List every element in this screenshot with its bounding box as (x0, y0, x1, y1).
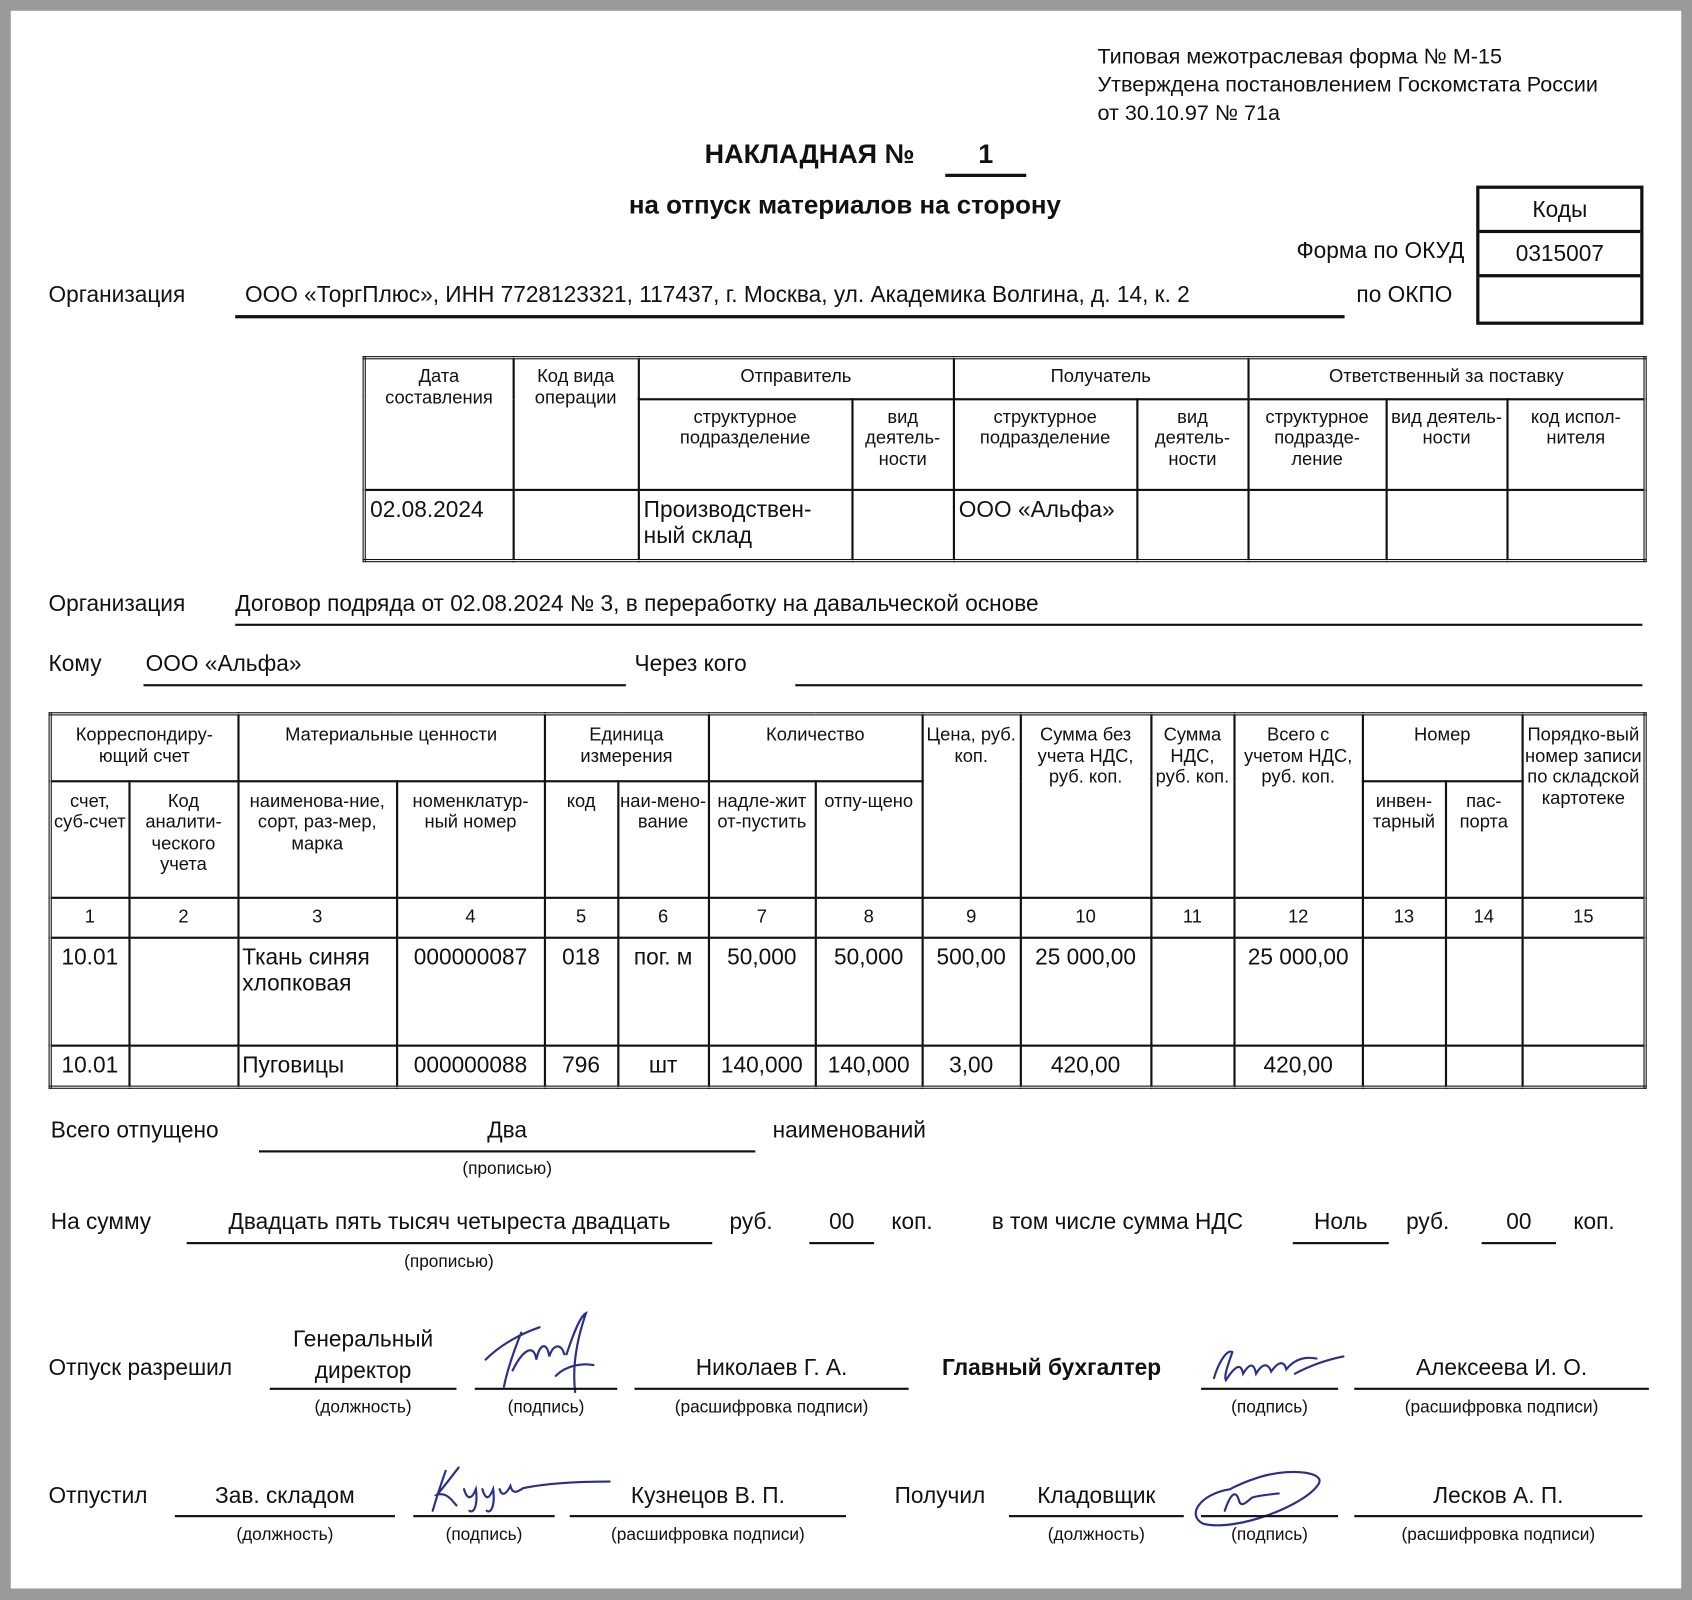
total-cell: 25 000,00 (1234, 937, 1362, 1045)
header-unit-name: наи-мено-вание (618, 781, 709, 898)
header-nomenclature: номенклатур-ный номер (397, 781, 545, 898)
column-number: 9 (922, 897, 1020, 937)
unit-name-cell: пог. м (618, 937, 709, 1045)
unit-code-cell: 018 (544, 937, 617, 1045)
header-activity: вид деятель-ности (852, 399, 953, 490)
approved-name: Николаев Г. А. (695, 1355, 848, 1381)
header-activity: вид деятель-ности (1386, 399, 1507, 490)
vat-cell (1151, 937, 1234, 1045)
qty-due-cell: 50,000 (708, 937, 815, 1045)
header-vat: Сумма НДС, руб. коп. (1151, 714, 1234, 897)
accountant-signature (1209, 1343, 1349, 1386)
released-underline (259, 1150, 755, 1152)
resp-executor-cell (1507, 489, 1645, 560)
column-number: 1 (50, 897, 129, 937)
header-price: Цена, руб. коп. (922, 714, 1020, 897)
position-underline (270, 1388, 457, 1390)
column-number: 2 (129, 897, 238, 937)
materials-table (49, 712, 1647, 1089)
name-underline (570, 1515, 846, 1517)
header-materials: Материальные ценности (238, 714, 544, 781)
form-line: от 30.10.97 № 71а (1097, 101, 1281, 126)
column-number: 5 (544, 897, 617, 937)
column-number: 6 (618, 897, 709, 937)
okpo-label: по ОКПО (1356, 282, 1453, 308)
table-row (50, 937, 1645, 1045)
to-underline (144, 684, 626, 686)
position-hint: (должность) (1047, 1525, 1145, 1545)
name-underline (1354, 1388, 1649, 1390)
organization-value: ООО «ТоргПлюс», ИНН 7728123321, 117437, г. Москва, ул. Академика Волгина, д. 14, к. 2 (244, 282, 1190, 308)
column-number: 8 (815, 897, 922, 937)
receiver-activity-cell (1137, 489, 1248, 560)
qty-released-cell: 50,000 (815, 937, 922, 1045)
account-cell: 10.01 (50, 937, 129, 1045)
sender-activity-cell (852, 489, 953, 560)
sum-cell: 420,00 (1020, 1045, 1151, 1087)
received-position: Кладовщик (1037, 1483, 1156, 1509)
card-number-cell (1522, 1045, 1645, 1087)
via-label: Через кого (634, 651, 747, 677)
name-cell: Ткань синяя хлопковая (238, 937, 397, 1045)
total-cell: 420,00 (1234, 1045, 1362, 1087)
inventory-cell (1362, 937, 1445, 1045)
header-released: отпу-щено (815, 781, 922, 898)
position-underline (175, 1515, 395, 1517)
form-line: Утверждена постановлением Госкомстата России (1097, 73, 1598, 98)
released-by-label: Отпустил (48, 1483, 148, 1509)
released-count: Два (487, 1117, 528, 1143)
qty-released-cell: 140,000 (815, 1045, 922, 1087)
column-number: 13 (1362, 897, 1445, 937)
director-signature (480, 1311, 609, 1397)
sign-hint: (подпись) (1231, 1525, 1308, 1545)
okpo-code (1479, 277, 1640, 321)
codes-box (1476, 186, 1643, 325)
sum-cell: 25 000,00 (1020, 937, 1151, 1045)
okud-code: 0315007 (1479, 233, 1640, 277)
name-cell: Пуговицы (238, 1045, 397, 1087)
to-value: ООО «Альфа» (145, 651, 302, 677)
header-analytics: Код аналити-ческого учета (129, 781, 238, 898)
organization-underline (235, 315, 1344, 318)
header-inventory: инвен-тарный (1362, 781, 1445, 898)
decode-hint: (расшифровка подписи) (611, 1525, 805, 1545)
header-unit: Единица измерения (544, 714, 708, 781)
nomenclature-cell: 000000088 (397, 1045, 545, 1087)
basis-underline (235, 624, 1642, 626)
unit-code-cell: 796 (544, 1045, 617, 1087)
document-title: НАКЛАДНАЯ № (704, 139, 915, 170)
header-passport: пас-порта (1445, 781, 1522, 898)
vat-rub-label: руб. (1406, 1209, 1450, 1235)
analytics-cell (129, 937, 238, 1045)
items-label: наименований (772, 1117, 926, 1143)
kop-underline (809, 1242, 874, 1244)
released-name: Кузнецов В. П. (630, 1483, 785, 1509)
table-row (50, 1045, 1645, 1087)
header-code: код (544, 781, 617, 898)
resp-activity-cell (1386, 489, 1507, 560)
header-responsible: Ответственный за поставку (1248, 358, 1645, 399)
header-struct: структурное подразде-ление (1248, 399, 1386, 490)
signature-underline (1201, 1515, 1338, 1517)
account-cell: 10.01 (50, 1045, 129, 1087)
date-cell: 02.08.2024 (364, 489, 513, 560)
column-number: 10 (1020, 897, 1151, 937)
header-total: Всего с учетом НДС, руб. коп. (1234, 714, 1362, 897)
receiver-signature (1187, 1468, 1327, 1533)
words-hint: (прописью) (462, 1160, 552, 1179)
price-cell: 3,00 (922, 1045, 1020, 1087)
operation-cell (513, 489, 638, 560)
organization-label: Организация (48, 282, 186, 308)
released-position: Зав. складом (215, 1483, 355, 1509)
header-quantity: Количество (708, 714, 922, 781)
approved-label: Отпуск разрешил (48, 1355, 233, 1381)
analytics-cell (129, 1045, 238, 1087)
signature-underline (475, 1388, 617, 1390)
vat-cell (1151, 1045, 1234, 1087)
sum-words: Двадцать пять тысяч четыреста двадцать (228, 1209, 671, 1235)
column-number: 3 (238, 897, 397, 937)
qty-due-cell: 140,000 (708, 1045, 815, 1087)
nomenclature-cell: 000000087 (397, 937, 545, 1045)
form-reference (1097, 43, 1598, 127)
received-label: Получил (894, 1483, 986, 1509)
table-row (364, 489, 1645, 560)
header-executor: код испол-нителя (1507, 399, 1645, 490)
inventory-cell (1362, 1045, 1445, 1087)
name-underline (1354, 1515, 1642, 1517)
header-account: счет, суб-счет (50, 781, 129, 898)
rub-label: руб. (729, 1209, 773, 1235)
sender-struct-cell: Производствен-ный склад (638, 489, 852, 560)
vat-kop-underline (1482, 1242, 1556, 1244)
vat-kop: 00 (1506, 1209, 1532, 1235)
document-subtitle: на отпуск материалов на сторону (628, 191, 1061, 221)
column-number: 11 (1151, 897, 1234, 937)
name-underline (635, 1388, 909, 1390)
column-number: 7 (708, 897, 815, 937)
accountant-label: Главный бухгалтер (942, 1355, 1162, 1381)
signature-underline (413, 1515, 554, 1517)
released-label: Всего отпущено (50, 1117, 219, 1143)
to-label: Кому (48, 651, 102, 677)
column-number: 12 (1234, 897, 1362, 937)
header-operation: Код вида операции (513, 358, 638, 490)
position-line: Генеральный (293, 1327, 434, 1353)
header-name: наименова-ние, сорт, раз-мер, марка (238, 781, 397, 898)
price-cell: 500,00 (922, 937, 1020, 1045)
movement-table (363, 356, 1647, 562)
kop-label: коп. (891, 1209, 933, 1235)
header-activity: вид деятель-ности (1137, 399, 1248, 490)
signature-underline (1201, 1388, 1338, 1390)
sum-underline (187, 1242, 713, 1244)
basis-label: Организация (48, 591, 186, 617)
decode-hint: (расшифровка подписи) (1401, 1525, 1596, 1545)
basis-value: Договор подряда от 02.08.2024 № 3, в переработку на давальческой основе (235, 591, 1039, 617)
decode-hint: (расшифровка подписи) (674, 1398, 869, 1417)
accountant-name: Алексеева И. О. (1415, 1355, 1588, 1381)
vat-underline (1293, 1242, 1389, 1244)
position-hint: (должность) (314, 1398, 412, 1417)
card-number-cell (1522, 937, 1645, 1045)
sum-label: На сумму (50, 1209, 152, 1235)
codes-title: Коды (1479, 189, 1640, 233)
sign-hint: (подпись) (445, 1525, 523, 1545)
column-number: 4 (397, 897, 545, 937)
decode-hint: (расшифровка подписи) (1404, 1398, 1599, 1417)
received-name: Лесков А. П. (1433, 1483, 1564, 1509)
document-number: 1 (978, 139, 994, 170)
header-due: надле-жит от-пустить (708, 781, 815, 898)
header-number: Номер (1362, 714, 1522, 781)
approved-position (270, 1324, 457, 1387)
receiver-struct-cell: ООО «Альфа» (953, 489, 1136, 560)
vat-kop-label: коп. (1573, 1209, 1615, 1235)
okud-label: Форма по ОКУД (1296, 238, 1465, 264)
column-number: 15 (1522, 897, 1645, 937)
header-struct: структурное подразделение (953, 399, 1136, 490)
header-struct: структурное подразделение (638, 399, 852, 490)
words-hint: (прописью) (404, 1252, 494, 1272)
passport-cell (1445, 937, 1522, 1045)
form-line: Типовая межотраслевая форма № М-15 (1097, 45, 1503, 70)
position-underline (1009, 1515, 1184, 1517)
header-corr-account: Корреспондиру-ющий счет (50, 714, 238, 781)
passport-cell (1445, 1045, 1522, 1087)
header-date: Дата составления (364, 358, 513, 490)
vat-words: Ноль (1314, 1209, 1368, 1235)
header-sender: Отправитель (638, 358, 953, 399)
position-hint: (должность) (236, 1525, 334, 1545)
header-card: Порядко-вый номер записи по складской картотеке (1522, 714, 1645, 897)
via-underline (795, 684, 1642, 686)
sign-hint: (подпись) (507, 1398, 585, 1417)
column-number: 14 (1445, 897, 1522, 937)
resp-struct-cell (1248, 489, 1386, 560)
header-receiver: Получатель (953, 358, 1248, 399)
sign-hint: (подпись) (1231, 1398, 1308, 1417)
unit-name-cell: шт (618, 1045, 709, 1087)
position-line: директор (314, 1358, 412, 1384)
column-numbers-row (50, 897, 1645, 937)
vat-label: в том числе сумма НДС (991, 1209, 1244, 1235)
header-sum: Сумма без учета НДС, руб. коп. (1020, 714, 1151, 897)
sum-kop: 00 (829, 1209, 855, 1235)
number-underline (945, 174, 1026, 177)
